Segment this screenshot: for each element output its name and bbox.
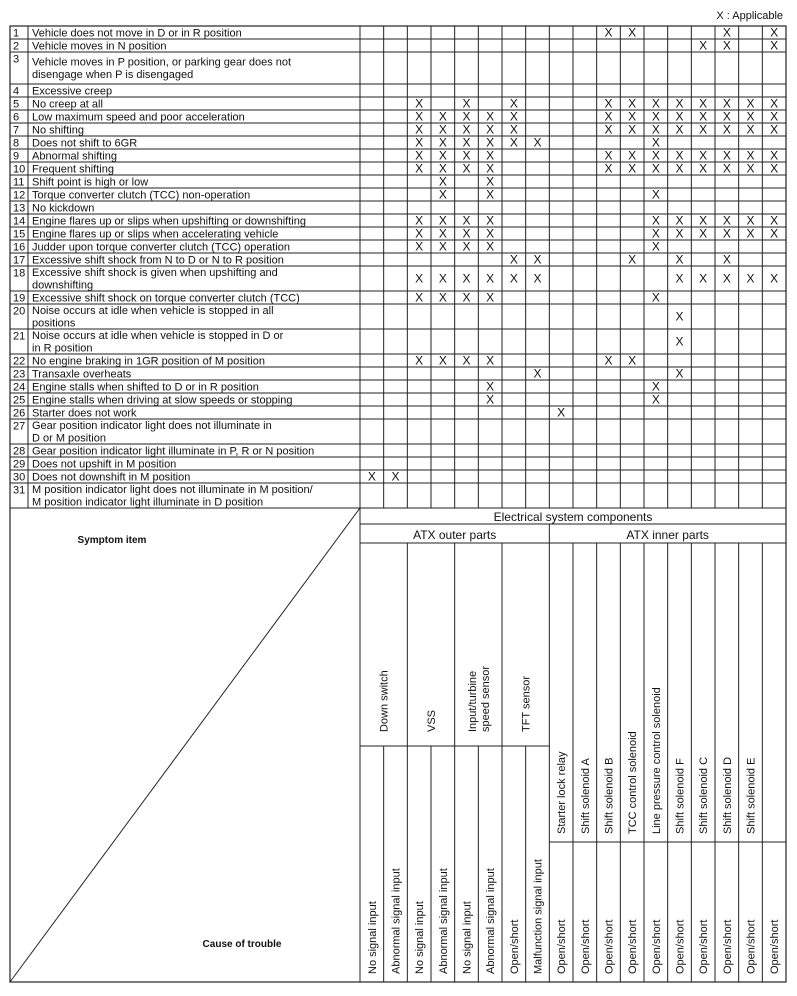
applicable-mark: X bbox=[509, 96, 518, 111]
applicable-mark: X bbox=[651, 122, 660, 137]
symptom-text: Engine stalls when shifted to D or in R position bbox=[32, 381, 259, 394]
applicable-mark: X bbox=[438, 148, 447, 163]
applicable-mark: X bbox=[438, 226, 447, 241]
symptom-text: No engine braking in 1GR position of M position bbox=[32, 355, 265, 368]
symptom-number: 1 bbox=[13, 27, 20, 40]
applicable-mark: X bbox=[699, 271, 708, 286]
symptom-rows bbox=[13, 28, 314, 509]
symptom-number: 26 bbox=[13, 407, 26, 420]
applicable-mark: X bbox=[770, 38, 779, 53]
applicable-mark: X bbox=[509, 109, 518, 124]
inner-component-name: Starter lock relay bbox=[556, 751, 569, 834]
failure-mode-label: Open/short bbox=[698, 919, 711, 974]
symptom-text: Abnormal shifting bbox=[32, 150, 117, 163]
applicable-mark: X bbox=[746, 161, 755, 176]
symptom-text: No kickdown bbox=[32, 202, 95, 215]
applicable-mark: X bbox=[415, 239, 424, 254]
symptom-text: Shift point is high or low bbox=[32, 176, 149, 189]
symptom-text: Low maximum speed and poor acceleration bbox=[32, 111, 245, 124]
applicable-mark: X bbox=[462, 109, 471, 124]
applicable-mark: X bbox=[699, 148, 708, 163]
symptom-text: Torque converter clutch (TCC) non-operation bbox=[32, 189, 251, 202]
applicable-mark: X bbox=[651, 290, 660, 305]
applicable-mark: X bbox=[770, 271, 779, 286]
applicable-mark: X bbox=[628, 148, 637, 163]
symptom-text: Gear position indicator light does not illuminate in bbox=[32, 420, 272, 432]
applicable-mark: X bbox=[651, 187, 660, 202]
symptom-text: Excessive shift shock on torque converter clutch (TCC) bbox=[32, 292, 300, 305]
applicable-mark: X bbox=[770, 161, 779, 176]
applicable-mark: X bbox=[722, 226, 731, 241]
applicable-mark: X bbox=[438, 271, 447, 286]
symptom-text: Does not shift to 6GR bbox=[32, 137, 138, 150]
applicable-mark: X bbox=[604, 161, 613, 176]
symptom-text: Engine flares up or slips when upshifting or downshifting bbox=[32, 215, 306, 228]
symptom-text: in R position bbox=[32, 342, 93, 355]
applicable-mark: X bbox=[770, 109, 779, 124]
applicable-mark: X bbox=[722, 213, 731, 228]
applicable-mark: X bbox=[438, 109, 447, 124]
applicable-mark: X bbox=[509, 122, 518, 137]
outer-component-name: Down switch bbox=[378, 670, 391, 732]
applicable-mark: X bbox=[462, 122, 471, 137]
symptom-number: 7 bbox=[13, 124, 20, 137]
applicable-mark: X bbox=[462, 226, 471, 241]
symptom-number: 30 bbox=[13, 471, 26, 484]
applicable-mark: X bbox=[675, 334, 684, 349]
applicable-mark: X bbox=[486, 135, 495, 150]
failure-mode-label: Open/short bbox=[579, 919, 592, 974]
applicable-mark: X bbox=[438, 187, 447, 202]
symptom-text: Transaxle overheats bbox=[32, 368, 132, 381]
applicable-mark: X bbox=[604, 148, 613, 163]
symptom-text: M position indicator light illuminate in D position bbox=[32, 496, 264, 509]
applicable-mark: X bbox=[415, 226, 424, 241]
applicable-mark: X bbox=[699, 38, 708, 53]
applicable-mark: X bbox=[509, 135, 518, 150]
applicable-mark: X bbox=[722, 271, 731, 286]
applicable-mark: X bbox=[699, 96, 708, 111]
outer-component-name: speed sensor bbox=[479, 665, 492, 732]
symptom-number: 20 bbox=[13, 305, 26, 318]
applicable-legend: X : Applicable bbox=[716, 10, 783, 22]
applicable-mark: X bbox=[651, 226, 660, 241]
applicable-mark: X bbox=[415, 271, 424, 286]
applicable-mark: X bbox=[770, 96, 779, 111]
applicable-mark: X bbox=[770, 213, 779, 228]
applicable-mark: X bbox=[746, 96, 755, 111]
symptom-text: Vehicle does not move in D or in R position bbox=[32, 27, 242, 40]
symptom-number: 19 bbox=[13, 292, 26, 305]
applicable-mark: X bbox=[699, 161, 708, 176]
applicable-mark: X bbox=[533, 366, 542, 381]
symptom-text: Noise occurs at idle when vehicle is stopped in all bbox=[32, 305, 274, 317]
applicable-mark: X bbox=[486, 239, 495, 254]
inner-component-name: Shift solenoid C bbox=[698, 756, 711, 834]
applicable-mark: X bbox=[462, 213, 471, 228]
symptom-number: 18 bbox=[13, 267, 26, 280]
applicable-mark: X bbox=[675, 226, 684, 241]
applicable-mark: X bbox=[438, 122, 447, 137]
applicable-mark: X bbox=[486, 161, 495, 176]
applicable-mark: X bbox=[462, 239, 471, 254]
symptom-text: disengage when P is disengaged bbox=[32, 69, 194, 81]
applicable-mark: X bbox=[486, 109, 495, 124]
applicable-mark: X bbox=[557, 405, 566, 420]
applicable-mark: X bbox=[770, 226, 779, 241]
applicable-mark: X bbox=[722, 38, 731, 53]
applicable-mark: X bbox=[699, 226, 708, 241]
applicable-mark: X bbox=[651, 109, 660, 124]
applicable-mark: X bbox=[651, 96, 660, 111]
applicable-mark: X bbox=[462, 161, 471, 176]
applicable-mark: X bbox=[415, 109, 424, 124]
applicable-mark: X bbox=[415, 353, 424, 368]
failure-mode-label: Abnormal signal input bbox=[437, 868, 450, 974]
symptom-number: 23 bbox=[13, 368, 26, 381]
symptom-number: 15 bbox=[13, 228, 26, 241]
symptom-number: 12 bbox=[13, 189, 26, 202]
symptom-text: Noise occurs at idle when vehicle is stopped in D or bbox=[32, 330, 284, 342]
applicable-mark: X bbox=[462, 271, 471, 286]
symptom-text: Judder upon torque converter clutch (TCC) operation bbox=[32, 241, 291, 254]
applicable-mark: X bbox=[675, 96, 684, 111]
symptom-text: Engine stalls when driving at slow speeds or stopping bbox=[32, 394, 293, 407]
applicable-mark: X bbox=[651, 239, 660, 254]
symptom-text: positions bbox=[32, 317, 76, 330]
applicable-mark: X bbox=[770, 25, 779, 40]
applicable-mark: X bbox=[770, 148, 779, 163]
applicable-mark: X bbox=[746, 109, 755, 124]
symptom-number: 8 bbox=[13, 137, 20, 150]
failure-mode-label: Abnormal signal input bbox=[390, 868, 403, 974]
applicable-mark: X bbox=[415, 161, 424, 176]
symptom-text: Excessive shift shock from N to D or N to R position bbox=[32, 254, 284, 267]
applicable-mark: X bbox=[391, 469, 400, 484]
symptom-text: Frequent shifting bbox=[32, 163, 114, 176]
applicable-mark: X bbox=[651, 379, 660, 394]
applicable-mark: X bbox=[628, 96, 637, 111]
applicable-mark: X bbox=[675, 109, 684, 124]
applicable-mark: X bbox=[438, 239, 447, 254]
symptom-item-label: Symptom item bbox=[77, 535, 147, 546]
applicable-mark: X bbox=[746, 148, 755, 163]
applicable-mark: X bbox=[675, 366, 684, 381]
applicable-mark: X bbox=[651, 392, 660, 407]
symptom-number: 5 bbox=[13, 98, 20, 111]
symptom-text: Starter does not work bbox=[32, 407, 137, 420]
applicable-mark: X bbox=[486, 213, 495, 228]
applicable-mark: X bbox=[415, 290, 424, 305]
symptom-number: 28 bbox=[13, 445, 26, 458]
applicable-mark: X bbox=[415, 213, 424, 228]
applicable-mark: X bbox=[651, 161, 660, 176]
symptom-number: 27 bbox=[13, 420, 26, 433]
failure-mode-label: No signal input bbox=[414, 901, 427, 974]
applicable-mark: X bbox=[628, 353, 637, 368]
outer-component-name: TFT sensor bbox=[520, 675, 533, 732]
symptom-number: 24 bbox=[13, 381, 26, 394]
applicable-mark: X bbox=[415, 135, 424, 150]
cause-of-trouble-label: Cause of trouble bbox=[202, 939, 282, 950]
outer-component-name: VSS bbox=[426, 709, 438, 732]
symptom-number: 3 bbox=[13, 53, 20, 66]
applicable-mark: X bbox=[651, 148, 660, 163]
applicable-mark: X bbox=[533, 271, 542, 286]
applicable-mark: X bbox=[699, 122, 708, 137]
failure-mode-label: No signal input bbox=[366, 901, 379, 974]
inner-component-name: Shift solenoid B bbox=[603, 757, 616, 834]
applicable-mark: X bbox=[675, 213, 684, 228]
applicable-mark: X bbox=[486, 353, 495, 368]
failure-mode-label: Open/short bbox=[650, 919, 663, 974]
inner-component-name: Shift solenoid D bbox=[721, 756, 734, 834]
applicable-mark: X bbox=[628, 25, 637, 40]
applicable-mark: X bbox=[722, 161, 731, 176]
applicable-mark: X bbox=[722, 148, 731, 163]
applicable-mark: X bbox=[651, 135, 660, 150]
applicable-mark: X bbox=[462, 96, 471, 111]
applicable-mark: X bbox=[628, 109, 637, 124]
applicable-mark: X bbox=[628, 252, 637, 267]
symptom-number: 10 bbox=[13, 163, 26, 176]
applicable-mark: X bbox=[604, 96, 613, 111]
inner-component-name: Shift solenoid F bbox=[674, 758, 687, 834]
applicable-mark: X bbox=[486, 271, 495, 286]
applicable-mark: X bbox=[770, 122, 779, 137]
applicable-mark: X bbox=[367, 469, 376, 484]
applicable-mark: X bbox=[675, 252, 684, 267]
symptom-number: 31 bbox=[13, 484, 26, 497]
applicable-mark: X bbox=[651, 213, 660, 228]
symptom-number: 4 bbox=[13, 85, 20, 98]
applicable-mark: X bbox=[415, 96, 424, 111]
diagonal-divider bbox=[10, 508, 360, 982]
outer-component-name: Input/turbine bbox=[466, 670, 479, 732]
symptom-number: 2 bbox=[13, 40, 20, 53]
applicable-mark: X bbox=[486, 290, 495, 305]
applicable-mark: X bbox=[746, 122, 755, 137]
applicable-mark: X bbox=[746, 226, 755, 241]
symptom-text: No creep at all bbox=[32, 98, 103, 111]
applicable-mark: X bbox=[746, 271, 755, 286]
applicable-mark: X bbox=[722, 25, 731, 40]
failure-mode-label: Open/short bbox=[674, 919, 687, 974]
applicable-mark: X bbox=[533, 252, 542, 267]
applicable-mark: X bbox=[675, 161, 684, 176]
component-headers bbox=[78, 510, 782, 974]
applicable-mark: X bbox=[415, 148, 424, 163]
symptom-number: 6 bbox=[13, 111, 20, 124]
symptom-text: Does not downshift in M position bbox=[32, 471, 191, 484]
symptom-number: 9 bbox=[13, 150, 20, 163]
applicable-mark: X bbox=[486, 226, 495, 241]
applicable-mark: X bbox=[486, 379, 495, 394]
inner-component-name: Shift solenoid A bbox=[579, 758, 592, 834]
applicable-mark: X bbox=[675, 148, 684, 163]
applicable-mark: X bbox=[509, 252, 518, 267]
symptom-text: downshifting bbox=[32, 279, 94, 292]
symptom-text: Excessive shift shock is given when upshifting and bbox=[32, 267, 278, 279]
applicable-mark: X bbox=[533, 135, 542, 150]
applicable-mark: X bbox=[486, 148, 495, 163]
symptom-text: Engine flares up or slips when accelerating vehicle bbox=[32, 228, 279, 241]
applicable-mark: X bbox=[675, 122, 684, 137]
symptom-text: Does not upshift in M position bbox=[32, 458, 177, 471]
applicable-mark: X bbox=[722, 96, 731, 111]
header-atx-inner-parts: ATX inner parts bbox=[626, 528, 709, 542]
inner-component-name: Shift solenoid E bbox=[745, 757, 758, 834]
applicable-mark: X bbox=[604, 25, 613, 40]
symptom-number: 14 bbox=[13, 215, 26, 228]
applicable-mark: X bbox=[722, 252, 731, 267]
applicable-mark: X bbox=[438, 161, 447, 176]
symptom-text: Gear position indicator light illuminate in P, R or N position bbox=[32, 445, 315, 458]
symptom-text: Excessive creep bbox=[32, 85, 113, 98]
applicable-mark: X bbox=[675, 271, 684, 286]
symptom-text: Vehicle moves in N position bbox=[32, 40, 167, 53]
failure-mode-label: Malfunction signal input bbox=[532, 859, 545, 974]
applicable-mark: X bbox=[438, 213, 447, 228]
applicable-mark: X bbox=[604, 122, 613, 137]
applicable-mark: X bbox=[722, 122, 731, 137]
failure-mode-label: Open/short bbox=[745, 919, 758, 974]
symptom-text: M position indicator light does not illuminate in M position/ bbox=[32, 484, 313, 496]
applicable-mark: X bbox=[722, 109, 731, 124]
applicable-mark: X bbox=[746, 213, 755, 228]
failure-mode-label: Open/short bbox=[769, 919, 782, 974]
applicable-mark: X bbox=[509, 271, 518, 286]
symptom-number: 13 bbox=[13, 202, 26, 215]
applicable-mark: X bbox=[628, 161, 637, 176]
inner-component-name: Line pressure control solenoid bbox=[650, 687, 663, 834]
symptom-text: Vehicle moves in P position, or parking gear does not bbox=[32, 56, 292, 69]
symptom-text: D or M position bbox=[32, 432, 106, 445]
failure-mode-label: No signal input bbox=[461, 901, 474, 974]
symptom-number: 22 bbox=[13, 355, 26, 368]
applicable-mark: X bbox=[438, 174, 447, 189]
applicable-mark: X bbox=[462, 290, 471, 305]
applicable-mark: X bbox=[438, 135, 447, 150]
applicable-mark: X bbox=[486, 392, 495, 407]
symptom-number: 17 bbox=[13, 254, 26, 267]
symptom-text: No shifting bbox=[32, 124, 84, 137]
symptom-number: 29 bbox=[13, 458, 26, 471]
applicable-mark: X bbox=[462, 353, 471, 368]
failure-mode-label: Abnormal signal input bbox=[485, 868, 498, 974]
header-electrical-components: Electrical system components bbox=[493, 510, 653, 524]
symptom-number: 21 bbox=[13, 330, 26, 343]
applicable-mark: X bbox=[699, 109, 708, 124]
applicable-mark: X bbox=[628, 122, 637, 137]
applicable-mark: X bbox=[604, 353, 613, 368]
failure-mode-label: Open/short bbox=[627, 919, 640, 974]
applicable-mark: X bbox=[604, 109, 613, 124]
failure-mode-label: Open/short bbox=[556, 919, 569, 974]
applicable-mark: X bbox=[438, 290, 447, 305]
applicable-mark: X bbox=[462, 135, 471, 150]
failure-mode-label: Open/short bbox=[508, 919, 521, 974]
applicable-mark: X bbox=[675, 309, 684, 324]
applicable-mark: X bbox=[486, 122, 495, 137]
symptom-number: 16 bbox=[13, 241, 26, 254]
applicable-mark: X bbox=[462, 148, 471, 163]
applicable-mark: X bbox=[415, 122, 424, 137]
failure-mode-label: Open/short bbox=[721, 919, 734, 974]
applicable-mark: X bbox=[438, 353, 447, 368]
header-atx-outer-parts: ATX outer parts bbox=[413, 528, 497, 542]
applicable-mark: X bbox=[486, 174, 495, 189]
applicable-mark: X bbox=[486, 187, 495, 202]
symptom-number: 25 bbox=[13, 394, 26, 407]
applicable-mark: X bbox=[699, 213, 708, 228]
symptom-number: 11 bbox=[13, 176, 25, 189]
inner-component-name: TCC control solenoid bbox=[627, 731, 640, 834]
failure-mode-label: Open/short bbox=[603, 919, 616, 974]
